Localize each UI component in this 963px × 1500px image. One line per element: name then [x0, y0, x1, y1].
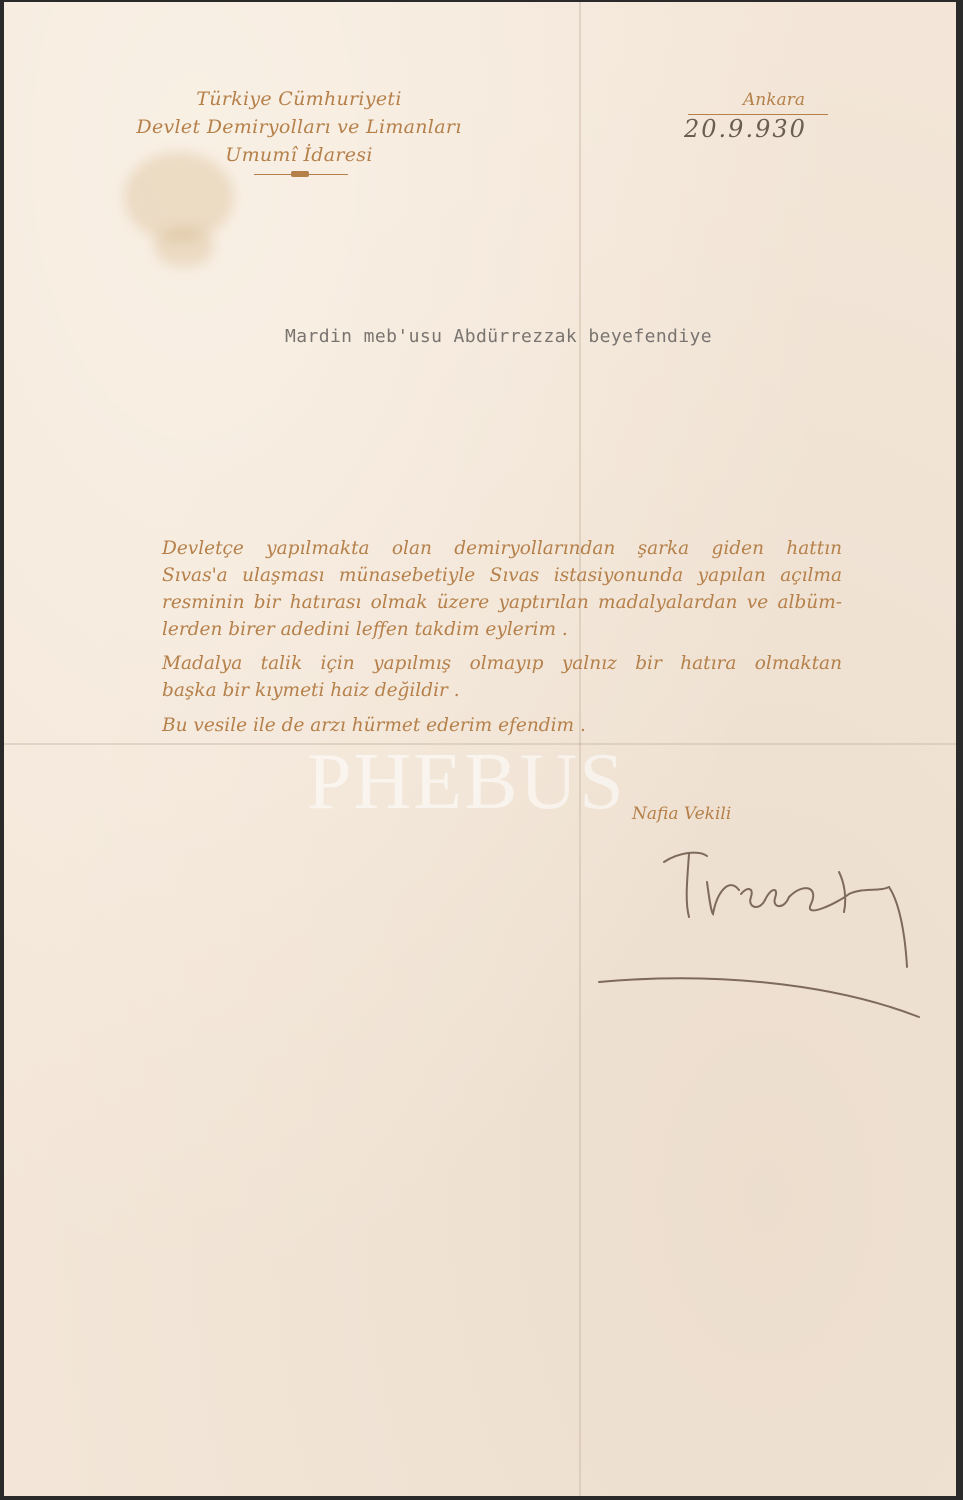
- letterhead-line-2: Devlet Demiryolları ve Limanları: [136, 116, 462, 138]
- letterhead-rule-ornament: [291, 171, 309, 177]
- paragraph-2: [162, 650, 842, 704]
- addressee: Mardin meb'usu Abdürrezzak beyefendiye: [285, 326, 713, 347]
- signature: [589, 842, 929, 1032]
- paragraph-3: [162, 712, 842, 739]
- body-line: Sıvas'a ulaşması münasebetiyle Sıvas istasiyonunda yapılan açılma: [162, 565, 842, 586]
- stain: [154, 227, 214, 267]
- letterhead-line-3: Umumî İdaresi: [225, 144, 373, 166]
- body-line: Bu vesile ile de arzı hürmet ederim efendim .: [162, 715, 586, 736]
- place-label: Ankara: [743, 90, 805, 110]
- body-line: Madalya talik için yapılmış olmayıp yalnız bir hatıra olmaktan: [162, 653, 842, 674]
- signatory-title: Nafia Vekili: [632, 804, 732, 824]
- letterhead-line-1: Türkiye Cümhuriyeti: [196, 88, 402, 110]
- body-line: başka bir kıymeti haiz değildir .: [162, 680, 460, 701]
- body-line: lerden birer adedini leffen takdim eylerim .: [162, 619, 568, 640]
- body-line: resminin bir hatırası olmak üzere yaptırılan madalyalardan ve albüm-: [162, 592, 842, 613]
- letter-sheet: [4, 2, 956, 1496]
- handwritten-date: 20.9.930: [684, 115, 807, 143]
- watermark: PHEBUS: [307, 738, 626, 826]
- paragraph-1: [162, 535, 842, 643]
- body-line: Devletçe yapılmakta olan demiryollarından şarka giden hattın: [162, 538, 842, 559]
